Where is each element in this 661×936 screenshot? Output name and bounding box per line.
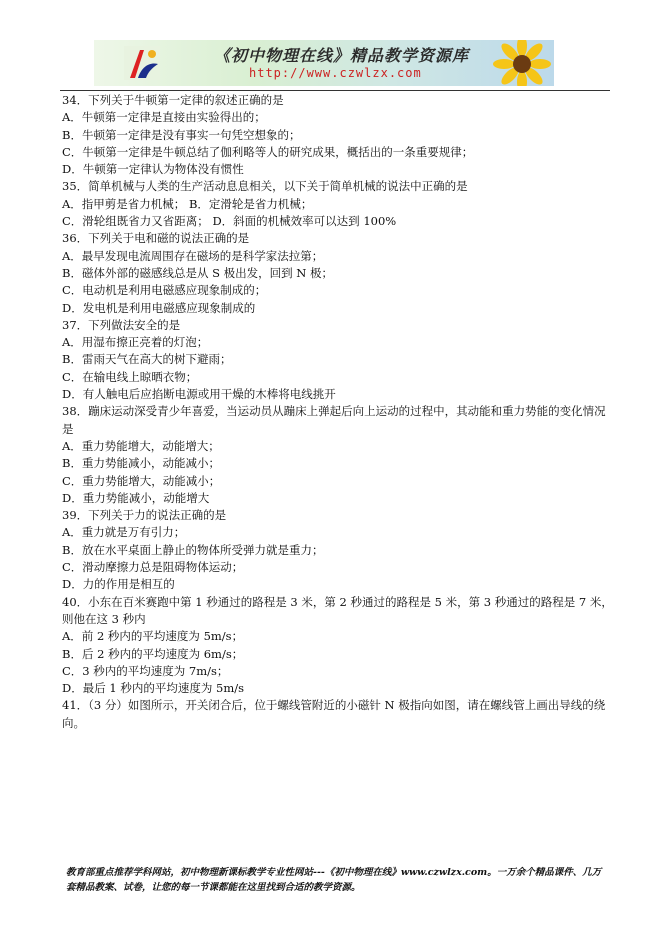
option-d: D．有人触电后应掐断电源或用干燥的木棒将电线挑开 bbox=[62, 387, 336, 402]
question-41 bbox=[62, 697, 614, 732]
question-stem: 41．（3 分）如图所示，开关闭合后，位于螺线管附近的小磁针 N 极指向如图，请在螺线管上画出导线的绕向。 bbox=[62, 698, 606, 730]
option-c: C．滑动摩擦力总是阻碍物体运动； bbox=[62, 560, 244, 575]
banner-url[interactable]: http://www.czwlzx.com bbox=[249, 66, 422, 80]
question-stem: 39．下列关于力的说法正确的是 bbox=[62, 508, 227, 523]
header-rule bbox=[60, 90, 610, 91]
option-b: B．牛顿第一定律是没有事实一句凭空想象的； bbox=[62, 127, 301, 142]
question-35 bbox=[62, 178, 614, 230]
option-c: C．牛顿第一定律是牛顿总结了伽利略等人的研究成果，概括出的一条重要规律； bbox=[62, 144, 474, 159]
banner-title: 《初中物理在线》精品教学资源库 bbox=[214, 46, 470, 65]
question-39 bbox=[62, 507, 614, 593]
option-a: A．前 2 秒内的平均速度为 5m/s； bbox=[62, 629, 244, 644]
option-a: A．牛顿第一定律是直接由实验得出的； bbox=[62, 110, 266, 125]
question-36 bbox=[62, 230, 614, 316]
option-ab: A．指甲剪是省力机械； B．定滑轮是省力机械； bbox=[62, 196, 313, 211]
option-d: D．力的作用是相互的 bbox=[62, 577, 175, 592]
option-d: D．最后 1 秒内的平均速度为 5m/s bbox=[62, 681, 244, 696]
option-b: B．重力势能减小，动能减小； bbox=[62, 456, 220, 471]
option-a: A．重力就是万有引力； bbox=[62, 525, 186, 540]
header-banner bbox=[94, 40, 554, 86]
question-40 bbox=[62, 594, 614, 698]
option-d: D．发电机是利用电磁感应现象制成的 bbox=[62, 300, 256, 315]
question-34 bbox=[62, 92, 614, 178]
question-stem: 36．下列关于电和磁的说法正确的是 bbox=[62, 231, 250, 246]
option-c: C．重力势能增大，动能减小； bbox=[62, 473, 221, 488]
question-stem: 40．小东在百米赛跑中第 1 秒通过的路程是 3 米，第 2 秒通过的路程是 5 米，第 3 秒通过的路程是 7 米，则他在这 3 秒内 bbox=[62, 594, 613, 626]
question-37 bbox=[62, 317, 614, 403]
question-stem: 38．蹦床运动深受青少年喜爱，当运动员从蹦床上弹起后向上运动的过程中，其动能和重力势能的变化情况是 bbox=[62, 404, 606, 436]
sunflower-icon bbox=[484, 40, 554, 86]
option-d: D．重力势能减小，动能增大 bbox=[62, 490, 210, 505]
question-list bbox=[62, 92, 614, 732]
question-stem: 35．简单机械与人类的生产活动息息相关，以下关于简单机械的说法中正确的是 bbox=[62, 179, 468, 194]
site-logo-icon bbox=[122, 44, 162, 82]
question-stem: 37．下列做法安全的是 bbox=[62, 317, 181, 332]
option-cd: C．滑轮组既省力又省距离； D．斜面的机械效率可以达到 100% bbox=[62, 214, 397, 229]
question-38 bbox=[62, 403, 614, 507]
question-stem: 34．下列关于牛顿第一定律的叙述正确的是 bbox=[62, 93, 284, 107]
page-footer: 教育部重点推荐学科网站，初中物理新课标教学专业性网站---《初中物理在线》www.czwlzx.com。一万余个精品课件、几万套精品教案、试卷，让您的每一节课都能在这里找到合适的教学资源。 bbox=[66, 867, 602, 893]
option-a: A．重力势能增大，动能增大； bbox=[62, 438, 220, 453]
option-c: C．3 秒内的平均速度为 7m/s； bbox=[62, 663, 229, 678]
option-b: B．放在水平桌面上静止的物体所受弹力就是重力； bbox=[62, 542, 324, 557]
option-b: B．后 2 秒内的平均速度为 6m/s； bbox=[62, 646, 244, 661]
option-b: B．磁体外部的磁感线总是从 S 极出发，回到 N 极； bbox=[62, 265, 334, 280]
option-c: C．电动机是利用电磁感应现象制成的； bbox=[62, 283, 267, 298]
option-c: C．在输电线上晾晒衣物； bbox=[62, 369, 198, 384]
option-d: D．牛顿第一定律认为物体没有惯性 bbox=[62, 162, 244, 177]
option-a: A．用湿布擦正亮着的灯泡； bbox=[62, 335, 209, 350]
option-a: A．最早发现电流周围存在磁场的是科学家法拉第； bbox=[62, 248, 324, 263]
option-b: B．雷雨天气在高大的树下避雨； bbox=[62, 352, 232, 367]
